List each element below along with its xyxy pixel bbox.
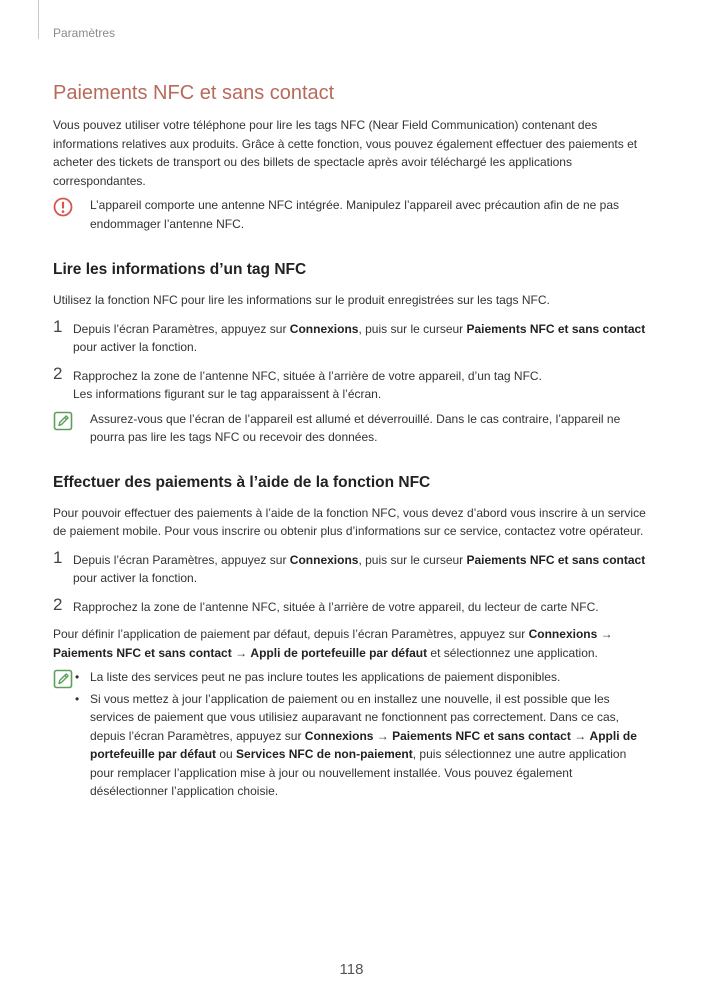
- caution-text: L’appareil comporte une antenne NFC intégrée. Manipulez l’appareil avec précaution afin de ne pas endommager l’antenne NFC.: [90, 198, 620, 231]
- note-icon: [53, 669, 73, 689]
- step-2: [53, 594, 653, 617]
- bullet-item: • La liste des services peut ne pas inclure toutes les applications de paiement disponibles.: [73, 668, 653, 687]
- menu-nfc-payments: Paiements NFC et sans contact: [466, 552, 646, 567]
- menu-connexions: Connexions: [289, 552, 359, 567]
- step-text: Rapprochez la zone de l’antenne NFC, située à l’arrière de votre appareil, d’un tag NFC.: [73, 368, 542, 383]
- step-number: 1: [53, 316, 63, 336]
- section-intro: Utilisez la fonction NFC pour lire les informations sur le produit enregistrées sur les tags NFC.: [53, 293, 550, 307]
- caution-note: [53, 196, 653, 233]
- info-note: [53, 410, 653, 447]
- step-number: 2: [53, 363, 63, 383]
- caution-icon: [53, 197, 73, 217]
- section-read-nfc: [53, 261, 653, 447]
- note-bullet-list: [73, 668, 653, 804]
- step-1: [53, 316, 653, 357]
- step-text: Depuis l’écran Paramètres, appuyez sur Connexions, puis sur le curseur Paiements NFC et sans contact pour activer la fonction.: [73, 552, 646, 585]
- note-icon: [53, 411, 73, 431]
- section-nfc-payments: [53, 474, 653, 804]
- page-number: 118: [339, 961, 364, 978]
- default-app-paragraph: Pour définir l’application de paiement par défaut, depuis l’écran Paramètres, appuyez sur Connexions → Paiements NFC et sans contact → Appli de portefeuille par défaut et sélectionnez une application.: [53, 627, 613, 660]
- menu-nfc-payments: Paiements NFC et sans contact: [466, 321, 646, 336]
- menu-connexions: Connexions: [289, 321, 359, 336]
- running-header: Paramètres: [53, 26, 116, 40]
- section-heading: Lire les informations d’un tag NFC: [53, 261, 307, 278]
- note-text: Assurez-vous que l’écran de l’appareil est allumé et déverrouillé. Dans le cas contraire, l’appareil ne pourra pas lire les tags NFC ou recevoir des données.: [90, 411, 621, 444]
- step-text: Les informations figurant sur le tag apparaissent à l’écran.: [73, 387, 382, 401]
- header-rule: [38, 0, 39, 39]
- step-text: Rapprochez la zone de l’antenne NFC, située à l’arrière de votre appareil, du lecteur de carte NFC.: [73, 599, 599, 614]
- step-number: 2: [53, 594, 63, 614]
- step-2: [53, 363, 653, 404]
- section-intro: Pour pouvoir effectuer des paiements à l’aide de la fonction NFC, vous devez d’abord vous inscrire à un service de paiement mobile. Pour vous inscrire ou obtenir plus d’informations sur ce service, contactez votre opérateur.: [53, 505, 646, 538]
- step-text: Depuis l’écran Paramètres, appuyez sur Connexions, puis sur le curseur Paiements NFC et sans contact pour activer la fonction.: [73, 321, 646, 354]
- page-title: Paiements NFC et sans contact: [53, 82, 335, 104]
- page-content: [53, 82, 653, 804]
- section-heading: Effectuer des paiements à l’aide de la fonction NFC: [53, 473, 431, 491]
- step-number: 1: [53, 547, 63, 567]
- bullet-item: • Si vous mettez à jour l’application de paiement ou en installez une nouvelle, il est possible que les services de paiement que vous utilisiez auparavant ne fonctionnent pas correctement. Dans ce cas, depuis l’écran Paramètres, appuyez sur Connexions → Paiements NFC et sans contact → Appli de portefeuille par défaut ou Services NFC de non-paiement, puis sélectionnez une autre application pour remplacer l’application mise à jour ou nouvellement installée. Vous pouvez également désélectionner l’application choisie.: [73, 690, 653, 801]
- intro-paragraph: Vous pouvez utiliser votre téléphone pour lire les tags NFC (Near Field Communication) contenant des informations relatives aux produits. Grâce à cette fonction, vous pouvez également effectuer des paiements et acheter des tickets de transport ou des billets de spectacle après avoir téléchargé les applications correspondantes.: [53, 118, 638, 188]
- step-1: [53, 547, 653, 588]
- info-note-list: [53, 668, 653, 804]
